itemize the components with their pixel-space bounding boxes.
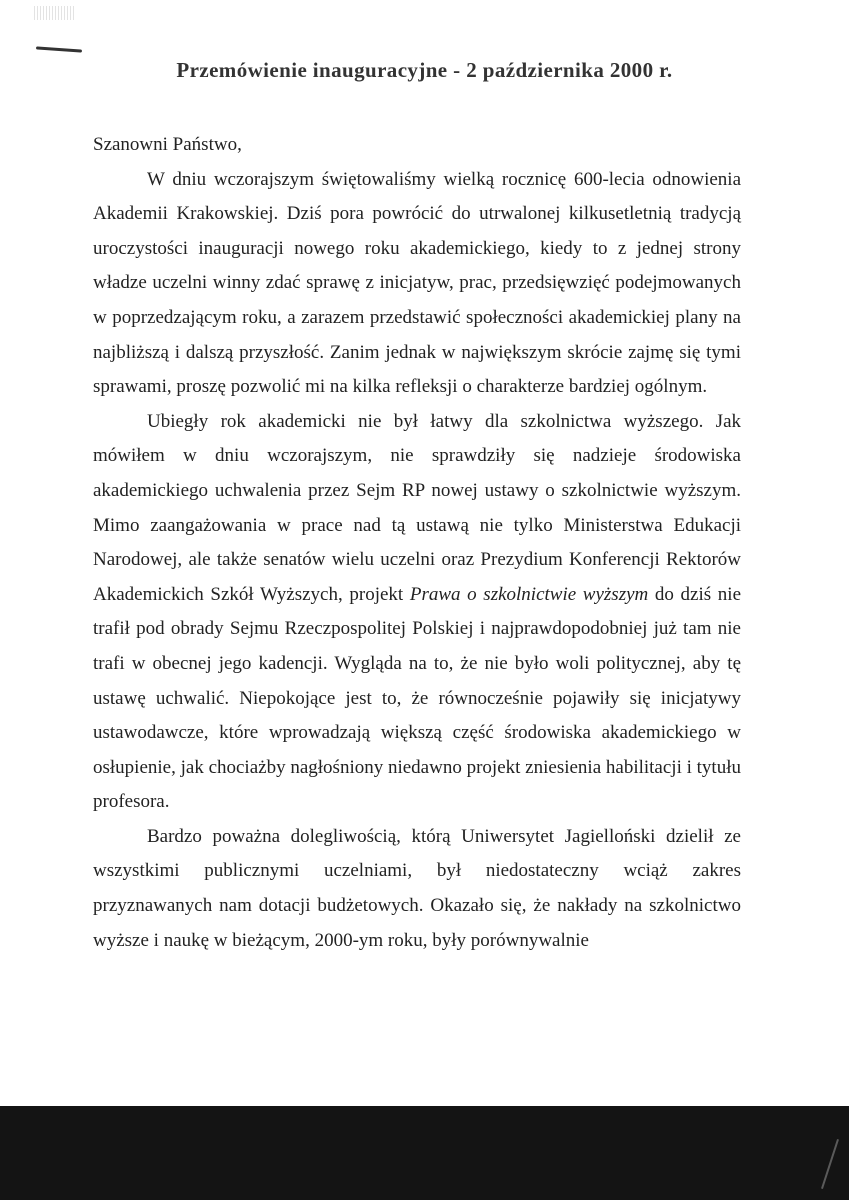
paragraph-3-text: Bardzo poważna dolegliwością, którą Uniwersytet Jagielloński dzielił ze wszystkimi publicznymi uczelniami, był niedostateczny wciąż zakres przyznawanych nam dotacji budżetowych. Okazało się, że nakłady na szkolnictwo wyższe i naukę w bieżącym, 2000-ym roku, były porównywalnie <box>93 825 741 951</box>
salutation: Szanowni Państwo, <box>93 134 242 155</box>
paragraph-2 <box>93 405 741 820</box>
paragraph-1 <box>93 163 741 405</box>
document-body <box>93 128 741 958</box>
document-title: Przemówienie inauguracyjne - 2 października 2000 r. <box>176 58 673 82</box>
paragraph-3 <box>93 820 741 958</box>
scan-artifact-mark <box>36 46 82 52</box>
paragraph-1-text: W dniu wczorajszym świętowaliśmy wielką rocznicę 600-lecia odnowienia Akademii Krakowskiej. Dziś pora powrócić do utrwalonej kilkusetletnią tradycją uroczystości inauguracji nowego roku akademickiego, kiedy to z jednej strony władze uczelni winny zdać sprawę z inicjatyw, prac, przedsięwzięć podejmowanych w poprzedzającym roku, a zarazem przedstawić społeczności akademickiej plany na najbliższą i dalszą przyszłość. Zanim jednak w największym skrócie zajmę się tymi sprawami, proszę pozwolić mi na kilka refleksji o charakterze bardziej ogólnym. <box>93 168 741 398</box>
scan-artifact-top <box>34 6 74 20</box>
paragraph-2-text-a: Ubiegły rok akademicki nie był łatwy dla szkolnictwa wyższego. Jak mówiłem w dniu wczorajszym, nie sprawdziły się nadzieje środowiska akademickiego uchwalenia przez Sejm RP nowej ustawy o szkolnictwie wyższym. Mimo zaangażowania w prace nad tą ustawą nie tylko Ministerstwa Edukacji Narodowej, ale także senatów wielu uczelni oraz Prezydium Konferencji Rektorów Akademickich Szkół Wyższych, projekt <box>93 410 741 605</box>
law-title-italic: Prawa o szkolnictwie wyższym <box>409 583 649 605</box>
paragraph-2-text-b: do dziś nie trafił pod obrady Sejmu Rzeczpospolitej Polskiej i najprawdopodobniej już tam nie trafi w obecnej jego kadencji. Wygląda na to, że nie było woli politycznej, aby tę ustawę uchwalić. Niepokojące jest to, że równocześnie pojawiły się inicjatywy ustawodawcze, które wprowadzają większą część środowiska akademickiego w osłupienie, jak chociażby nagłośniony niedawno projekt zniesienia habilitacji i tytułu profesora. <box>93 583 742 813</box>
scan-shadow-band <box>0 1106 849 1200</box>
